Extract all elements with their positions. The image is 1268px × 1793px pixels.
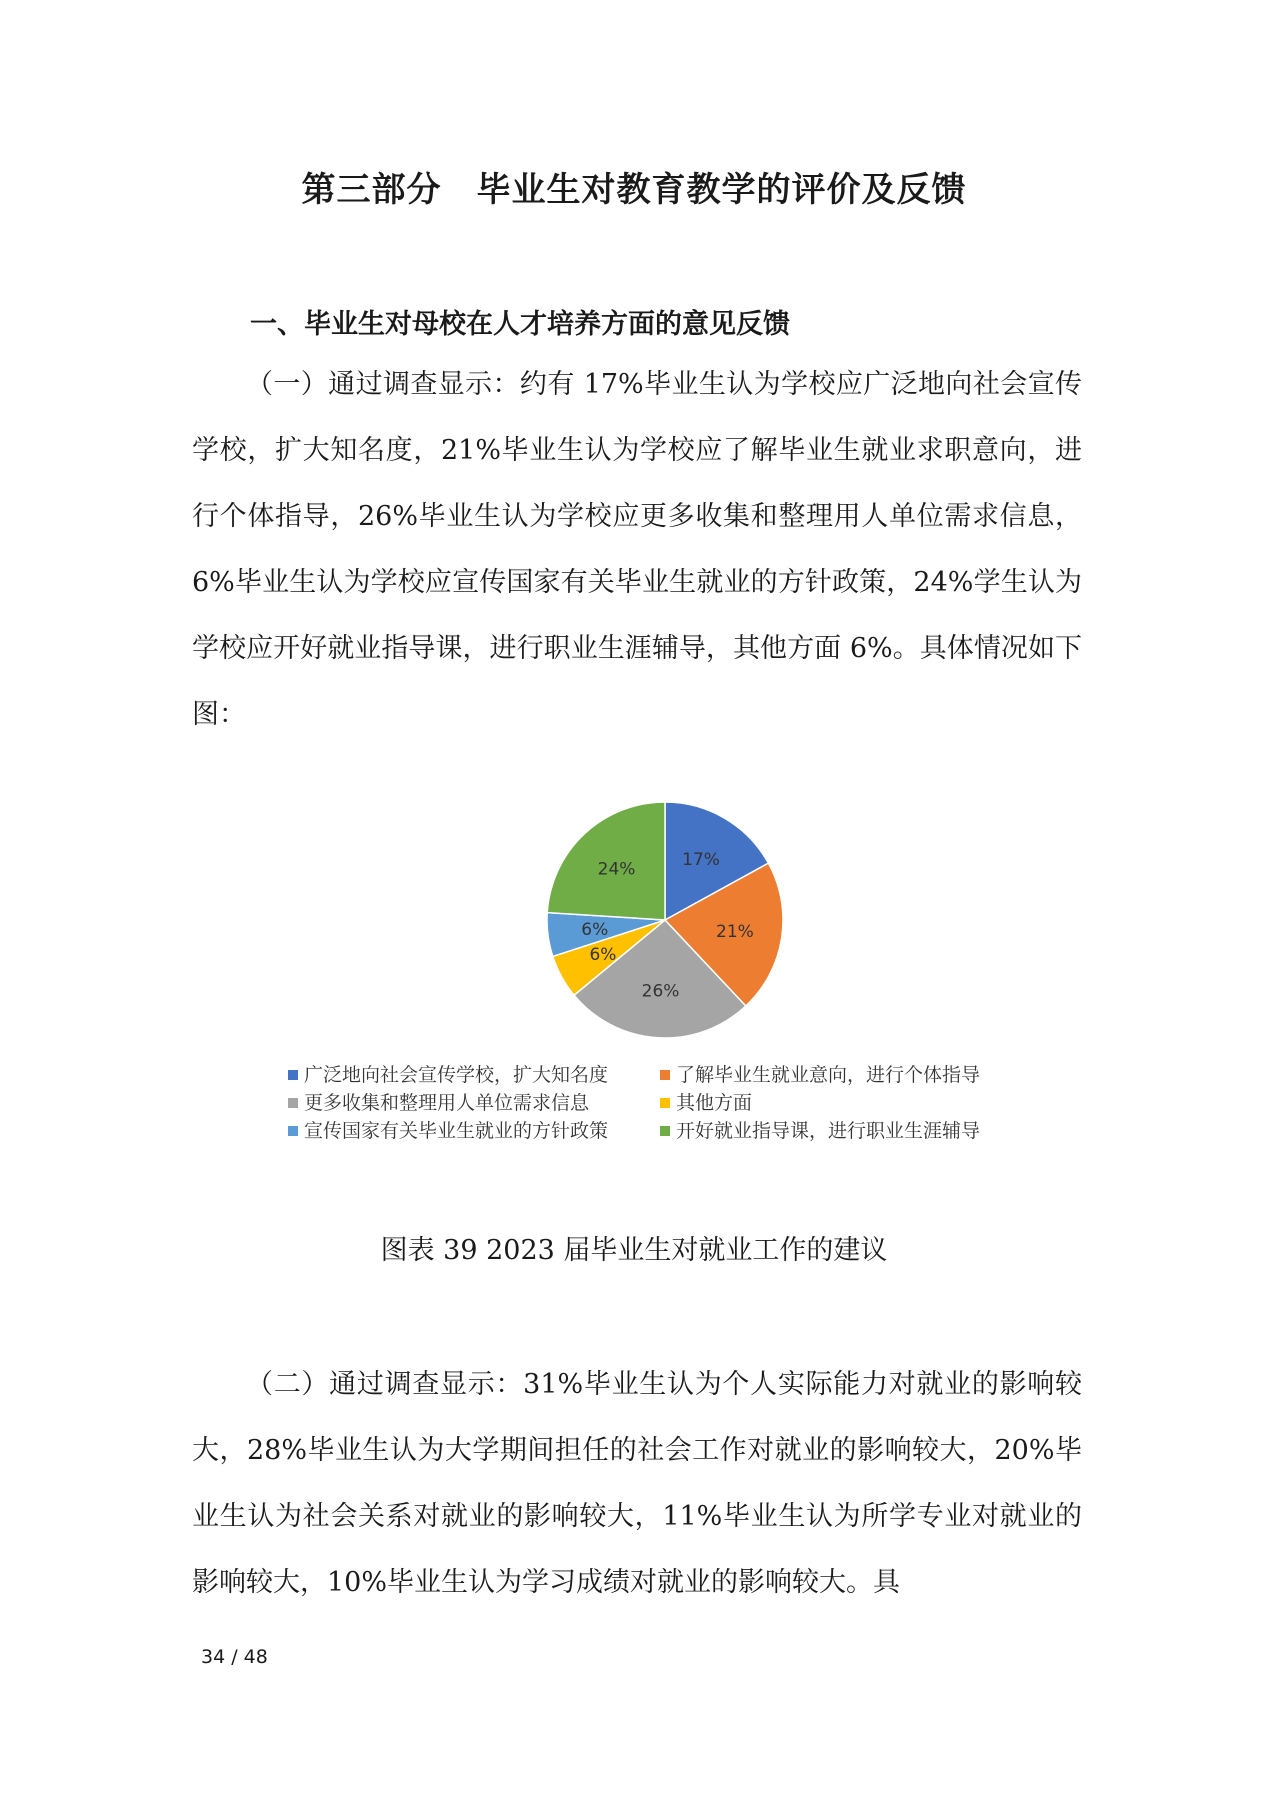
pie-slice-label-1: 17% xyxy=(682,850,720,871)
legend-label: 其他方面 xyxy=(676,1092,753,1114)
legend-swatch xyxy=(660,1126,670,1136)
legend-item xyxy=(660,1116,980,1143)
legend-item xyxy=(288,1060,608,1087)
heading: 一、毕业生对母校在人才培养方面的意见反馈 xyxy=(250,309,790,340)
legend-swatch xyxy=(660,1070,670,1080)
legend-item xyxy=(660,1088,752,1115)
legend-label: 更多收集和整理用人单位需求信息 xyxy=(304,1092,590,1114)
legend-item xyxy=(660,1060,980,1087)
paragraph-2-text: （二）通过调查显示：31%毕业生认为个人实际能力对就业的影响较大，28%毕业生认为大学期间担任的社会工作对就业的影响较大，20%毕业生认为社会关系对就业的影响较大，11%毕业生认为所学专业对就业的影响较大，10%毕业生认为学习成绩对就业的影响较大。具 xyxy=(192,1369,1082,1598)
legend-item xyxy=(288,1116,608,1143)
section-title: 第三部分 毕业生对教育教学的评价及反馈 xyxy=(301,170,967,210)
pie-svg xyxy=(270,792,1030,1052)
legend-label: 广泛地向社会宣传学校，扩大知名度 xyxy=(304,1064,609,1086)
figure-caption: 图表 39 2023 届毕业生对就业工作的建议 xyxy=(380,1235,888,1266)
pie-slice-label-4: 6% xyxy=(589,945,617,966)
pie-slice-label-5: 6% xyxy=(581,919,609,940)
paragraph-1-text: （一）通过调查显示：约有 17%毕业生认为学校应广泛地向社会宣传学校，扩大知名度，21%毕业生认为学校应了解毕业生就业求职意向，进行个体指导，26%毕业生认为学校应更多收集和整理用人单位需求信息，6%毕业生认为学校应宣传国家有关毕业生就业的方针政策，24%学生认为学校应开好就业指导课，进行职业生涯辅导，其他方面 6%。具体情况如下图： xyxy=(192,369,1082,730)
legend-swatch xyxy=(288,1126,298,1136)
pie-slice-label-6: 24% xyxy=(597,859,636,880)
legend-label: 了解毕业生就业意向，进行个体指导 xyxy=(676,1064,981,1086)
pie-slice-label-3: 26% xyxy=(641,981,680,1002)
legend-label: 宣传国家有关毕业生就业的方针政策 xyxy=(304,1120,609,1142)
legend-item xyxy=(288,1088,589,1115)
paragraph-1 xyxy=(192,352,1082,748)
page-number: 34 / 48 xyxy=(201,1646,268,1668)
legend-swatch xyxy=(288,1070,298,1080)
pie-slice-label-2: 21% xyxy=(716,922,754,943)
legend-label: 开好就业指导课，进行职业生涯辅导 xyxy=(676,1120,981,1142)
legend-swatch xyxy=(660,1098,670,1108)
legend-swatch xyxy=(288,1098,298,1108)
pie-chart xyxy=(270,792,1030,1172)
paragraph-2 xyxy=(192,1352,1082,1616)
